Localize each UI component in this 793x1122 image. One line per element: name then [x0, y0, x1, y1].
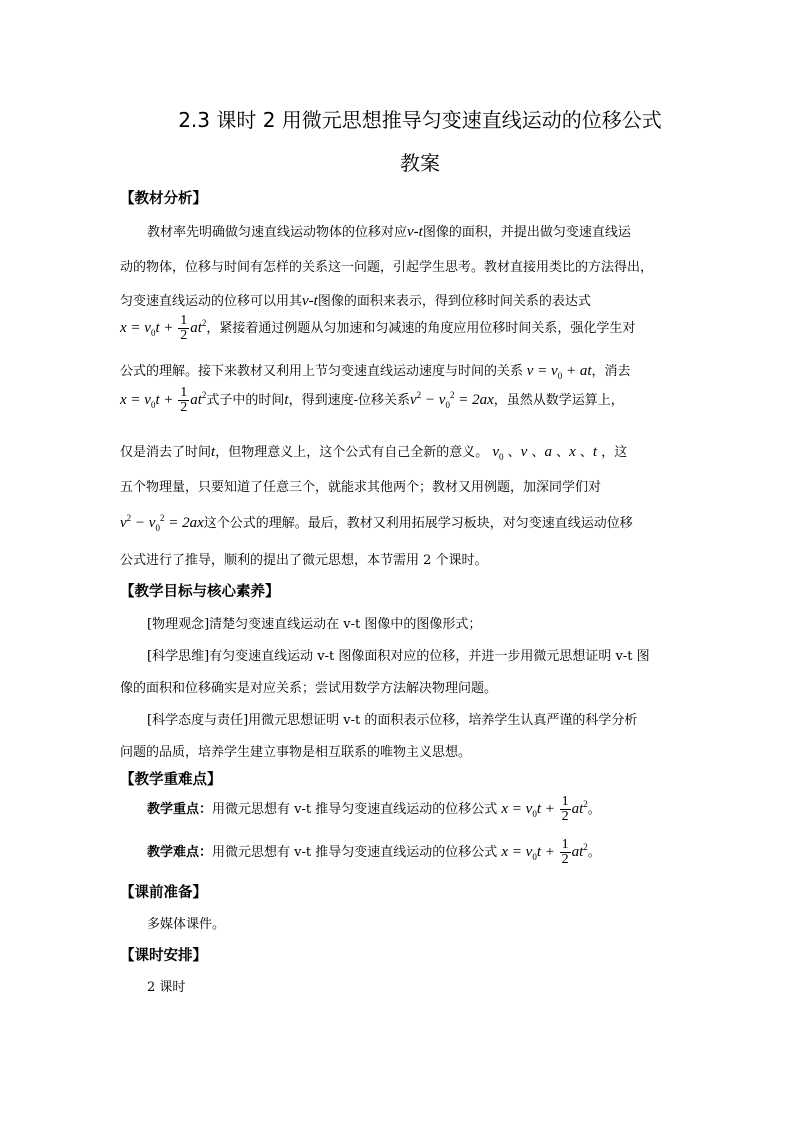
formula-displacement: $x = v_0t$ + $\frac{1}{2}$ $at^2$ — [501, 794, 588, 824]
goal-scientific-thinking: [科学思维]有匀变速直线运动 v-t 图像面积对应的位移，并进一步用微元思想证明 v-t 图 — [147, 649, 650, 664]
goal-physics-concept: [物理观念]清楚匀变速直线运动在 v-t 图像中的图像形式； — [147, 617, 482, 632]
paragraph-line: 教材率先明确做匀速直线运动物体的位移对应v-t图像的面积，并提出做匀变速直线运 — [147, 224, 631, 240]
formula-velocity-displacement: $v^2 - v_0^2 = 2ax$ — [410, 389, 494, 410]
goal-scientific-attitude-cont: 问题的品质，培养学生建立事物是相互联系的唯物主义思想。 — [120, 745, 472, 760]
section-heading-preparation: 【课前准备】 — [120, 885, 207, 901]
preparation-text: 多媒体课件。 — [147, 917, 226, 932]
paragraph-line: 匀变速直线运动的位移可以用其v-t图像的面积来表示，得到位移时间关系的表达式 — [120, 293, 591, 309]
section-heading-textbook-analysis: 【教材分析】 — [120, 191, 207, 207]
paragraph-line: 公式进行了推导，顺利的提出了微元思想，本节需用 2 个课时。 — [120, 553, 488, 568]
section-heading-goals: 【教学目标与核心素养】 — [120, 584, 280, 600]
formula-displacement: $x = v_0t$ + $\frac{1}{2}$ $at^2$ — [120, 313, 207, 343]
paragraph-line: 动的物体，位移与时间有怎样的关系这一问题，引起学生思考。教材直接用类比的方法得出， — [120, 260, 654, 275]
schedule-text: 2 课时 — [147, 980, 186, 995]
formula-displacement: $x = v_0t$ + $\frac{1}{2}$ $at^2$ — [120, 385, 207, 415]
paragraph-line-formula: $x = v_0t$ + $\frac{1}{2}$ $at^2$式子中的时间t，得到速度-位移关系$v^2 - v_0^2 = 2ax$，虽然从数学运算上， — [120, 385, 624, 415]
page-title: 2.3 课时 2 用微元思想推导匀变速直线运动的位移公式 — [178, 108, 662, 132]
section-heading-key-points: 【教学重难点】 — [120, 772, 222, 788]
formula-displacement: $x = v_0t$ + $\frac{1}{2}$ $at^2$ — [501, 837, 588, 867]
paragraph-line: $v^2 - v_0^2 = 2ax$这个公式的理解。最后，教材又利用拓展学习板块，对匀变速直线运动位移 — [120, 513, 633, 533]
paragraph-line: 五个物理量，只要知道了任意三个，就能求其他两个；教材又用例题，加深同学们对 — [120, 480, 602, 495]
difficult-point: 教学难点：用微元思想有 v-t 推导匀变速直线运动的位移公式 $x = v_0t$ + $\frac{1}{2}$ $at^2$。 — [147, 837, 601, 867]
section-heading-schedule: 【课时安排】 — [120, 948, 207, 964]
formula-velocity-displacement: $v^2 - v_0^2 = 2ax$ — [120, 513, 204, 533]
page-title-line2: 教案 — [400, 151, 440, 175]
goal-scientific-attitude: [科学态度与责任]用微元思想证明 v-t 的面积表示位移，培养学生认真严谨的科学分析 — [147, 713, 638, 728]
paragraph-line-formula: $x = v_0t$ + $\frac{1}{2}$ $at^2$，紧接着通过例题从匀加速和匀减速的角度应用位移时间关系，强化学生对 — [120, 313, 636, 343]
formula-velocity: $v = v_0$ + at — [523, 363, 592, 381]
paragraph-line: 公式的理解。接下来教材又利用上节匀变速直线运动速度与时间的关系 $v = v_0$ + at，消去 — [120, 363, 631, 381]
goal-scientific-thinking-cont: 像的面积和位移确实是对应关系；尝试用数学方法解决物理问题。 — [120, 681, 498, 696]
paragraph-line: 仅是消去了时间t，但物理意义上，这个公式有自己全新的意义。 $v_0$ 、v 、a 、x 、t ，这 — [120, 444, 628, 462]
key-point: 教学重点：用微元思想有 v-t 推导匀变速直线运动的位移公式 $x = v_0t$ + $\frac{1}{2}$ $at^2$。 — [147, 794, 601, 824]
